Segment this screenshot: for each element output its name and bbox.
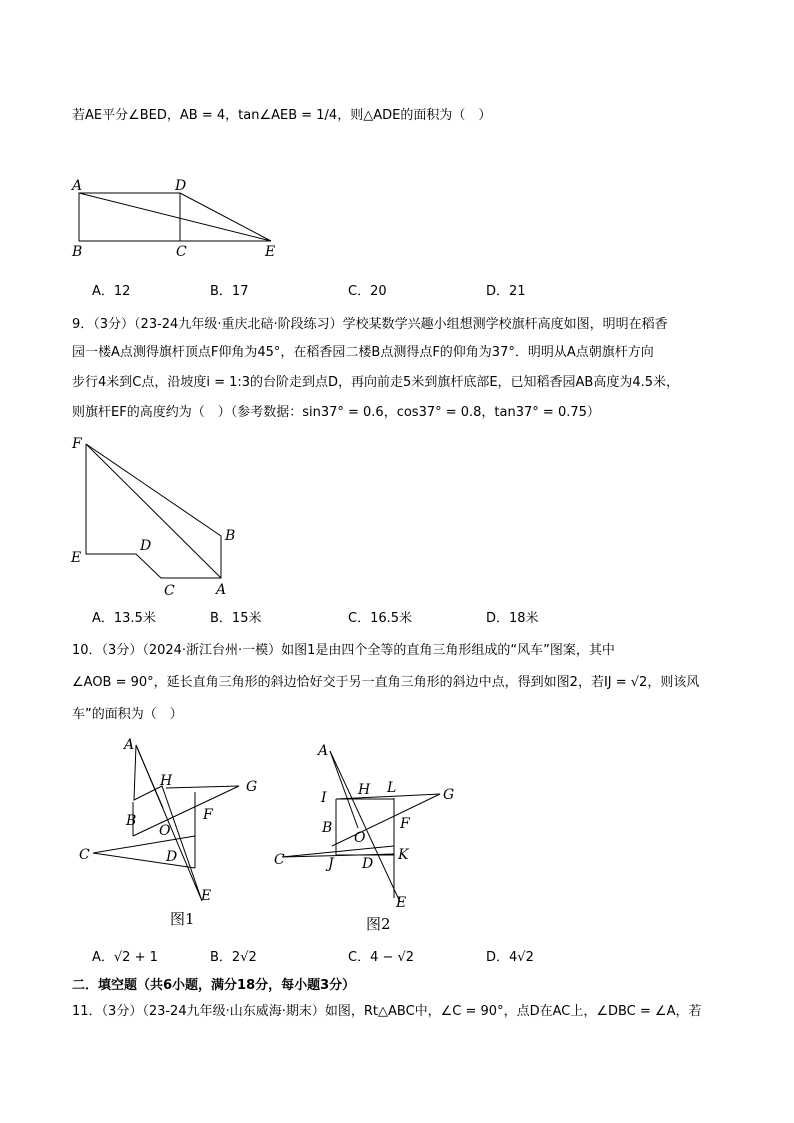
- q9-label-f: F: [72, 436, 82, 452]
- q8-label-c: C: [176, 244, 187, 260]
- q8-stem: 若AE平分∠BED，AB = 4，tan∠AEB = 1/4，则△ADE的面积为（ ）: [72, 108, 492, 123]
- fig1-label-b: B: [126, 813, 137, 829]
- q9-option-b[interactable]: B．15米: [210, 611, 262, 626]
- q8-options: [92, 282, 712, 302]
- q10-line-1: 10．（3分）（2024·浙江台州·一模）如图1是由四个全等的直角三角形组成的“风车”图案，其中: [72, 643, 615, 658]
- q9-option-a[interactable]: A．13.5米: [92, 611, 156, 626]
- q9-line-3: 步行4米到C点，沿坡度i = 1:3的台阶走到点D，再向前走5米到旗杆底部E，已知稻香园AB高度为4.5米，: [72, 375, 680, 390]
- q10-line-2: ∠AOB = 90°，延长直角三角形的斜边恰好交于另一直角三角形的斜边中点，得到如图2，若IJ = √2，则该风: [72, 675, 700, 690]
- fig2-label-c: C: [274, 852, 285, 868]
- q10-option-c[interactable]: C．4 − √2: [348, 950, 415, 965]
- q10-figure-2: [272, 738, 472, 938]
- fig2-label-i: I: [321, 790, 327, 806]
- fig2-label-d: D: [362, 856, 374, 872]
- q10-option-b[interactable]: B．2√2: [210, 950, 257, 965]
- fig2-label-g: G: [443, 787, 455, 803]
- q8-option-b[interactable]: B．17: [210, 284, 249, 299]
- q8-label-b: B: [72, 244, 83, 260]
- q9-line-2: 园一楼A点测得旗杆顶点F仰角为45°，在稻香园二楼B点测得点F的仰角为37°．明明从A点朝旗杆方向: [72, 345, 654, 360]
- q9-label-e: E: [71, 550, 82, 566]
- fig2-label-l: L: [387, 780, 397, 796]
- fig1-label-f: F: [203, 807, 213, 823]
- q9-options: [92, 609, 712, 629]
- q9-line-4: 则旗杆EF的高度约为（ ）（参考数据：sin37° = 0.6，cos37° = 0.8，tan37° = 0.75）: [72, 405, 600, 420]
- fig2-label-a: A: [318, 743, 329, 759]
- fig1-caption: 图1: [170, 910, 195, 928]
- q9-line-1: 9．（3分）（23-24九年级·重庆北碚·阶段练习）学校某数学兴趣小组想测学校旗杆高度如图，明明在稻香: [72, 317, 668, 332]
- fig1-label-e: E: [201, 888, 212, 904]
- q8-figure: [66, 176, 286, 262]
- fig2-label-j: J: [328, 856, 334, 872]
- q9-label-c: C: [164, 583, 175, 599]
- fig1-label-a: A: [124, 737, 135, 753]
- fig2-caption: 图2: [366, 915, 391, 933]
- q8-option-d[interactable]: D．21: [486, 284, 526, 299]
- fig2-label-h: H: [358, 782, 371, 798]
- q10-figure-1: [74, 732, 274, 932]
- q9-label-b: B: [225, 528, 236, 544]
- fig2-label-k: K: [398, 847, 409, 863]
- fig2-label-o: O: [354, 830, 366, 846]
- q10-option-a[interactable]: A．√2 + 1: [92, 950, 158, 965]
- fig2-label-e: E: [396, 895, 407, 911]
- q8-label-a: A: [72, 178, 83, 194]
- q9-label-a: A: [216, 582, 227, 598]
- q10-options: [92, 948, 712, 968]
- q8-label-e: E: [265, 244, 276, 260]
- fig2-label-f: F: [400, 816, 410, 832]
- q10-line-3: 车”的面积为（ ）: [72, 707, 183, 722]
- fig1-label-h: H: [160, 773, 173, 789]
- q9-option-c[interactable]: C．16.5米: [348, 611, 413, 626]
- fig2-label-b: B: [322, 820, 333, 836]
- q8-label-d: D: [175, 178, 187, 194]
- q10-option-d[interactable]: D．4√2: [486, 950, 534, 965]
- q9-option-d[interactable]: D．18米: [486, 611, 539, 626]
- section-2-heading: 二．填空题（共6小题，满分18分，每小题3分）: [72, 978, 356, 993]
- fig1-label-c: C: [79, 847, 90, 863]
- q8-option-c[interactable]: C．20: [348, 284, 387, 299]
- q9-label-d: D: [140, 538, 152, 554]
- q9-figure: [66, 430, 246, 602]
- q11-line-1: 11．（3分）（23-24九年级·山东威海·期末）如图，Rt△ABC中，∠C = 90°，点D在AC上，∠DBC = ∠A，若: [72, 1004, 702, 1019]
- fig1-label-g: G: [246, 779, 258, 795]
- fig1-label-o: O: [159, 823, 171, 839]
- q8-option-a[interactable]: A．12: [92, 284, 131, 299]
- fig1-label-d: D: [166, 849, 178, 865]
